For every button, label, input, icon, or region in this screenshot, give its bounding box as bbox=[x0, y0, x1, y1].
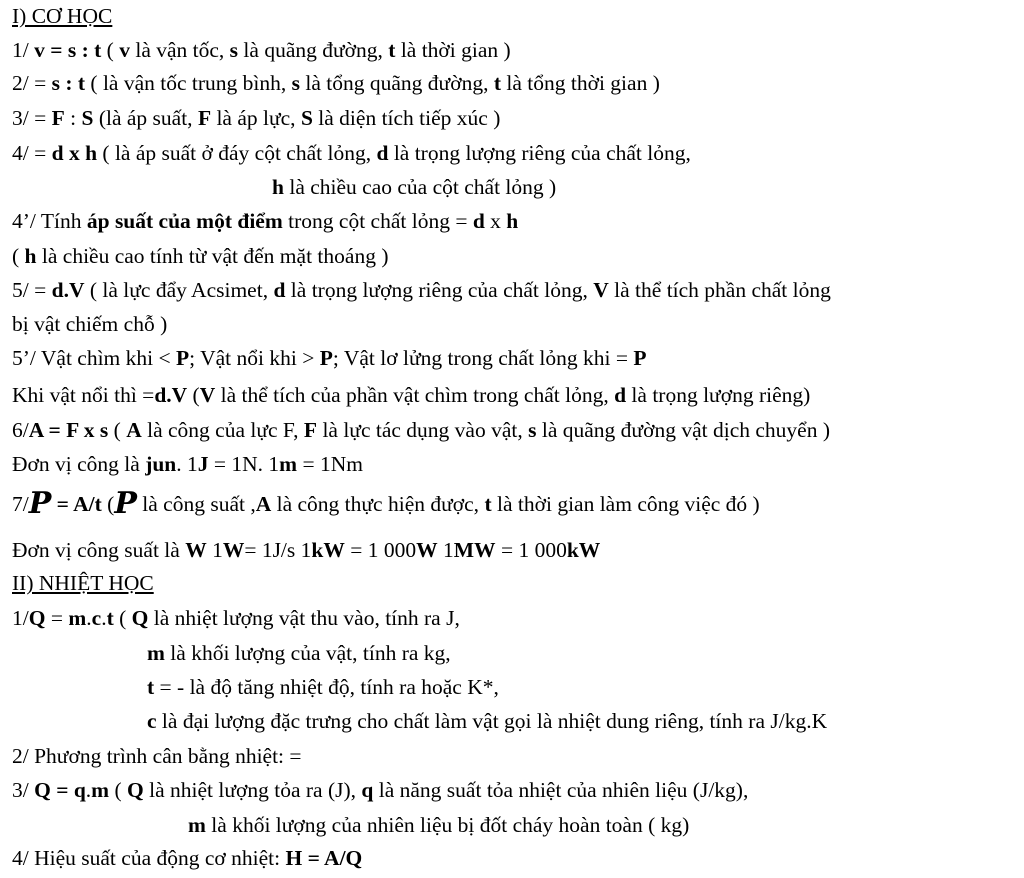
formula-velocity: 1/ v = s : t ( v là vận tốc, s là quãng đường, t là thời gian ) bbox=[12, 38, 511, 62]
heading-text: I) CƠ HỌC bbox=[12, 4, 113, 28]
formula-floating-object: Khi vật nổi thì =d.V (V là thể tích của phần vật chìm trong chất lỏng, d là trọng lượng riêng) bbox=[12, 383, 811, 407]
formula-power: 7/P = A/t (P là công suất ,A là công thực hiện được, t là thời gian làm công việc đó ) bbox=[12, 486, 760, 521]
heading-text: II) NHIỆT HỌC bbox=[12, 571, 154, 595]
formula-average-velocity: 2/ = s : t ( là vận tốc trung bình, s là tổng quãng đường, t là tổng thời gian ) bbox=[12, 71, 660, 95]
formula-engine-efficiency: 4/ Hiệu suất của động cơ nhiệt: H = A/Q bbox=[12, 846, 363, 870]
formula-work: 6/A = F x s ( A là công của lực F, F là lực tác dụng vào vật, s là quãng đường vật dịch chuyển ) bbox=[12, 418, 830, 442]
work-unit: Đơn vị công là jun. 1J = 1N. 1m = 1Nm bbox=[12, 452, 363, 476]
formula-heat: 1/Q = m.c.t ( Q là nhiệt lượng vật thu vào, tính ra J, bbox=[12, 606, 460, 630]
formula-heat-capacity: c là đại lượng đặc trưng cho chất làm vật gọi là nhiệt dung riêng, tính ra J/kg.K bbox=[147, 709, 828, 733]
formula-pressure: 3/ = F : S (là áp suất, F là áp lực, S là diện tích tiếp xúc ) bbox=[12, 106, 501, 130]
power-unit: Đơn vị công suất là W 1W= 1J/s 1kW = 1 000W 1MW = 1 000kW bbox=[12, 538, 601, 562]
formula-point-pressure-note: ( h là chiều cao tính từ vật đến mặt thoáng ) bbox=[12, 244, 389, 268]
power-symbol-icon: P bbox=[114, 486, 137, 521]
formula-heat-temp: t = - là độ tăng nhiệt độ, tính ra hoặc K*, bbox=[147, 675, 499, 699]
formula-heat-mass: m là khối lượng của vật, tính ra kg, bbox=[147, 641, 451, 665]
power-symbol-icon: P bbox=[28, 486, 52, 521]
formula-archimedes-cont: bị vật chiếm chỗ ) bbox=[12, 312, 168, 336]
formula-fuel-heat-cont: m là khối lượng của nhiên liệu bị đốt cháy hoàn toàn ( kg) bbox=[188, 813, 690, 837]
formula-liquid-pressure-cont: h là chiều cao của cột chất lỏng ) bbox=[272, 175, 557, 199]
formula-point-pressure: 4’/ Tính áp suất của một điểm trong cột chất lỏng = d x h bbox=[12, 209, 519, 233]
formula-liquid-pressure: 4/ = d x h ( là áp suất ở đáy cột chất lỏng, d là trọng lượng riêng của chất lỏng, bbox=[12, 141, 691, 165]
formula-floating-conditions: 5’/ Vật chìm khi < P; Vật nổi khi > P; Vật lơ lửng trong chất lỏng khi = P bbox=[12, 346, 647, 370]
formula-archimedes: 5/ = d.V ( là lực đẩy Acsimet, d là trọng lượng riêng của chất lỏng, V là thể tích phần chất lỏng bbox=[12, 278, 831, 302]
section-heading-mechanics bbox=[12, 1, 112, 31]
formula-fuel-heat: 3/ Q = q.m ( Q là nhiệt lượng tỏa ra (J), q là năng suất tỏa nhiệt của nhiên liệu (J/kg), bbox=[12, 778, 749, 802]
section-heading-thermal bbox=[12, 568, 154, 598]
heat-balance-equation: 2/ Phương trình cân bằng nhiệt: = bbox=[12, 744, 302, 768]
